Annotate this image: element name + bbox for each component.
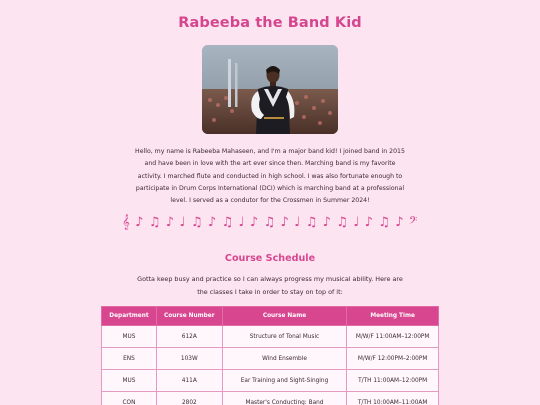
page-title: Rabeeba the Band Kid bbox=[178, 15, 362, 31]
course-schedule-heading: Course Schedule bbox=[224, 253, 316, 264]
cell-course-name: Ear Training and Sight-Singing bbox=[222, 370, 347, 392]
column-header-meeting-time: Meeting Time bbox=[347, 307, 439, 326]
table-row bbox=[102, 392, 439, 405]
table-row bbox=[102, 370, 439, 392]
cell-department: MUS bbox=[102, 326, 157, 348]
cell-course-number: 612A bbox=[156, 326, 222, 348]
cell-meeting-time: M/W/F 11:00AM–12:00PM bbox=[347, 326, 439, 348]
cell-meeting-time: M/W/F 12:00PM–2:00PM bbox=[347, 348, 439, 370]
cell-course-name: Master's Conducting: Band bbox=[222, 392, 347, 405]
cell-course-number: 2802 bbox=[156, 392, 222, 405]
column-header-course-name: Course Name bbox=[222, 307, 347, 326]
bio-paragraph: Hello, my name is Rabeeba Mahaseen, and I'm a major band kid! I joined band in 2015 and have been in love with the art ever since then. Marching band is my favorite activity. I marched flute and conducted in high school. I was also fortunate enough to participate in Drum Corps International (DCI) which is marching band at a professional level. I served as a condutor for the Crossmen in Summer 2024! bbox=[135, 148, 405, 205]
cell-course-name: Wind Ensemble bbox=[222, 348, 347, 370]
cell-department: MUS bbox=[102, 370, 157, 392]
cell-course-name: Structure of Tonal Music bbox=[222, 326, 347, 348]
cell-meeting-time: T/TH 11:00AM–12:00PM bbox=[347, 370, 439, 392]
course-schedule-description: Gotta keep busy and practice so I can always progress my musical ability. Here are the classes I take in order to stay on top of it: bbox=[137, 275, 403, 296]
cell-department: CON bbox=[102, 392, 157, 405]
music-notes-divider: 𝄞 ♪ ♫ ♪ ♩ ♫ ♪ ♫ ♩ ♪ ♫ ♪ ♩ ♫ ♪ ♫ ♩ ♪ ♫ ♪ 𝄢 bbox=[122, 215, 418, 230]
cell-course-number: 411A bbox=[156, 370, 222, 392]
course-schedule-table bbox=[101, 306, 439, 405]
cell-meeting-time: T/TH 10:00AM–11:00AM bbox=[347, 392, 439, 405]
column-header-department: Department bbox=[102, 307, 157, 326]
table-row bbox=[102, 348, 439, 370]
profile-photo bbox=[202, 45, 338, 134]
cell-course-number: 103W bbox=[156, 348, 222, 370]
column-header-course-number: Course Number bbox=[156, 307, 222, 326]
table-row bbox=[102, 326, 439, 348]
cell-department: ENS bbox=[102, 348, 157, 370]
table-header-row bbox=[102, 307, 439, 326]
